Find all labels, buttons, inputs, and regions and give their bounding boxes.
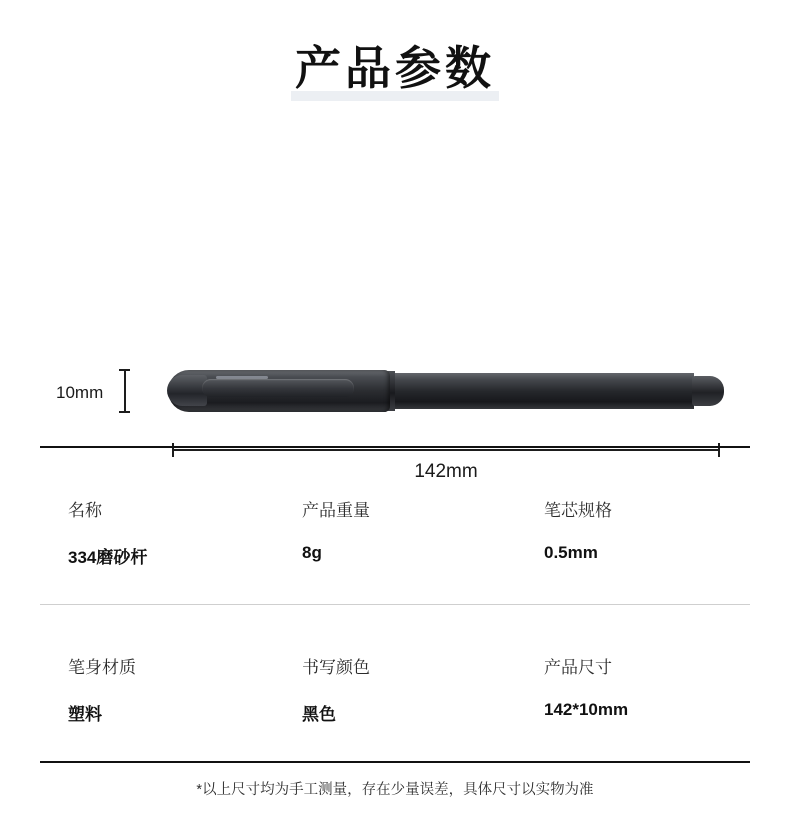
spec-value: 8g (302, 543, 322, 562)
footnote: *以上尺寸均为手工测量，存在少量误差，具体尺寸以实物为准 (196, 782, 594, 798)
spec-label: 名称 (68, 501, 102, 520)
bracket-line-vertical (124, 369, 126, 413)
spec-value: 142*10mm (544, 700, 629, 719)
spec-cell-weight (292, 496, 544, 568)
pen-tail-end (692, 376, 724, 406)
pen-clip-highlight (216, 376, 268, 379)
pen-cap-top (167, 375, 207, 406)
height-dimension-label: 10mm (56, 382, 104, 402)
spec-label: 笔身材质 (68, 658, 136, 677)
pen-barrel (394, 373, 694, 409)
spec-cell-name (40, 496, 292, 568)
height-dimension-bracket (119, 369, 130, 413)
spec-label: 笔芯规格 (544, 501, 612, 520)
spec-value: 塑料 (68, 705, 102, 724)
length-dimension-label: 142mm (414, 460, 478, 482)
spec-value: 334磨砂杆 (68, 548, 148, 567)
pen-illustration (168, 367, 724, 415)
spec-value: 黑色 (302, 705, 336, 724)
page-title: 产品参数 (295, 42, 495, 94)
product-figure (0, 141, 790, 482)
spec-table (40, 446, 750, 763)
page-title-container (0, 0, 790, 95)
spec-cell-size (544, 653, 750, 725)
spec-label: 产品尺寸 (544, 658, 612, 677)
table-bottom-rule (40, 761, 750, 763)
spec-value: 0.5mm (544, 543, 598, 562)
pen-clip (202, 379, 354, 397)
spec-cell-ink-color (292, 653, 544, 725)
spec-label: 产品重量 (302, 501, 370, 520)
spec-label: 书写颜色 (302, 658, 370, 677)
spec-cell-material (40, 653, 292, 725)
table-row (40, 605, 750, 761)
table-row (40, 448, 750, 604)
spec-cell-refill (544, 496, 750, 568)
bracket-cap-bottom (119, 411, 130, 413)
